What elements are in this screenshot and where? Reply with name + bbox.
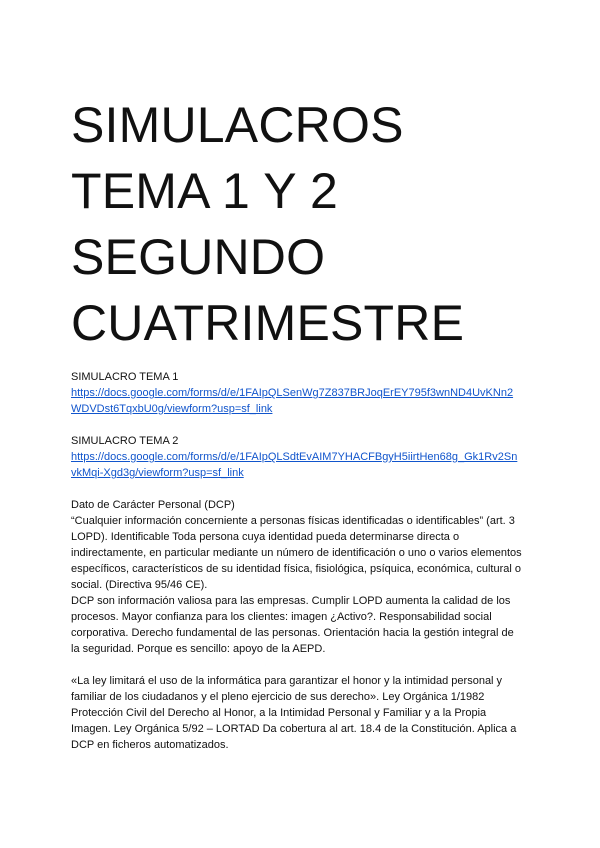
dcp-paragraph — [71, 497, 541, 657]
law-paragraph — [71, 673, 541, 753]
spacer — [71, 481, 541, 497]
dcp-line: indirectamente, en particular mediante un número de identificación o uno o varios elementos — [71, 547, 522, 559]
spacer — [71, 417, 541, 433]
document-body — [71, 369, 541, 753]
simulacro-1-link[interactable] — [71, 385, 541, 417]
dcp-line: LOPD). Identificable Toda persona cuya identidad pueda determinarse directa o — [71, 531, 460, 543]
simulacro-2-section — [71, 433, 541, 481]
dcp-line: DCP son información valiosa para las empresas. Cumplir LOPD aumenta la calidad de los — [71, 595, 511, 607]
simulacro-2-link[interactable] — [71, 449, 541, 481]
simulacro-1-label: SIMULACRO TEMA 1 — [71, 371, 179, 383]
simulacro-2-link-line: vkMqi-Xgd3g/viewform?usp=sf_link — [71, 467, 244, 479]
law-line: «La ley limitará el uso de la informática para garantizar el honor y la intimidad personal y — [71, 675, 503, 687]
dcp-line: social. (Directiva 95/46 CE). — [71, 579, 208, 591]
law-line: Imagen. Ley Orgánica 5/92 – LORTAD Da cobertura al art. 18.4 de la Constitución. Aplica a — [71, 723, 517, 735]
simulacro-2-link-line: https://docs.google.com/forms/d/e/1FAIpQLSdtEvAIM7YHACFBgyH5iirtHen68g_Gk1Rv2Sn — [71, 451, 518, 463]
dcp-line: la seguridad. Porque es sencillo: apoyo de la AEPD. — [71, 643, 326, 655]
simulacro-1-section — [71, 369, 541, 417]
law-line: Protección Civil del Derecho al Honor, a la Intimidad Personal y Familiar y a la Propia — [71, 707, 487, 719]
dcp-line: procesos. Mayor confianza para los clientes: imagen ¿Activo?. Responsabilidad social — [71, 611, 492, 623]
law-line: familiar de los ciudadanos y el pleno ejercicio de sus derecho». Ley Orgánica 1/1982 — [71, 691, 485, 703]
title-line: SEGUNDO — [71, 229, 326, 285]
simulacro-1-link-line: WDVDst6TqxbU0g/viewform?usp=sf_link — [71, 403, 273, 415]
dcp-line: específicos, característicos de su identidad física, fisiológica, psíquica, económica, cultural o — [71, 563, 522, 575]
spacer — [71, 657, 541, 673]
dcp-heading: Dato de Carácter Personal (DCP) — [71, 499, 235, 511]
title-line: SIMULACROS — [71, 97, 404, 153]
title-line: CUATRIMESTRE — [71, 295, 465, 351]
simulacro-2-label: SIMULACRO TEMA 2 — [71, 435, 179, 447]
law-line: DCP en ficheros automatizados. — [71, 739, 229, 751]
title-line: TEMA 1 Y 2 — [71, 163, 338, 219]
document-title — [71, 92, 571, 356]
dcp-line: “Cualquier información concerniente a personas físicas identificadas o identificables” (art. 3 — [71, 515, 515, 527]
dcp-line: corporativa. Derecho fundamental de las personas. Orientación hacia la gestión integral de — [71, 627, 514, 639]
simulacro-1-link-line: https://docs.google.com/forms/d/e/1FAIpQLSenWg7Z837BRJoqErEY795f3wnND4UvKNn2 — [71, 387, 514, 399]
